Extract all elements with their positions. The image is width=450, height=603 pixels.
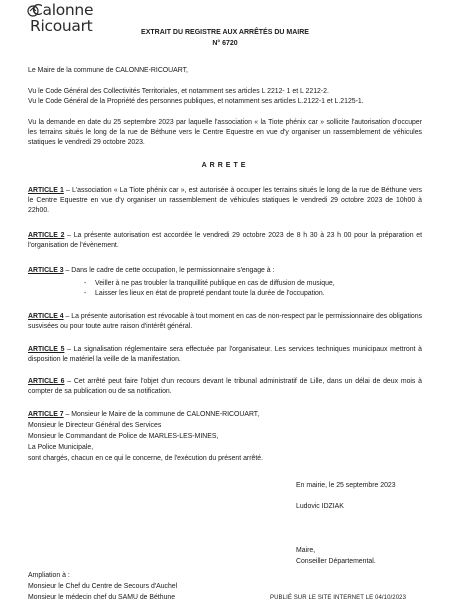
article-7-line-2: Monsieur le Directeur Général des Services: [28, 422, 162, 429]
vu-cgct: Vu le Code Général des Collectivités Territoriales, et notamment ses articles L 2212- 1 et L 2212-2.: [28, 88, 329, 95]
article-1-text: – L'association « La Tiote phénix car », est autorisée à occuper les terrains situés le long de la rue de Béthune vers le Centre Equestre en vue d'y organiser un rassemblement de véhicules statiques le vendredi 29 octobre 2023 de 10h00 à 22h00.: [28, 187, 423, 215]
article-7-text: – Monsieur le Maire de la commune de CALONNE-RICOUART,: [63, 411, 260, 418]
bullet-dash-icon: -: [84, 280, 87, 287]
article-7-line-4: La Police Municipale,: [28, 444, 94, 451]
article-4-label: ARTICLE 4: [28, 313, 64, 320]
article-3-bullet-2: Laisser les lieux en état de propreté pendant toute la durée de l'occupation.: [95, 290, 325, 297]
article-6: [28, 377, 422, 397]
document-title: EXTRAIT DU REGISTRE AUX ARRÊTÉS DU MAIRE: [141, 29, 309, 36]
article-7: [28, 410, 422, 420]
article-2-label: ARTICLE 2: [28, 232, 65, 239]
article-2: [28, 231, 422, 251]
article-1: [28, 186, 422, 217]
article-2-text: – La présente autorisation est accordée le vendredi 29 octobre 2023 de 8 h 30 à 23 h 00 pour la préparation et l'organisation de l'évènement.: [28, 232, 423, 250]
article-6-text: – Cet arrêté peut faire l'objet d'un recours devant le tribunal administratif de Lille, dans un délai de deux mois à compter de sa publication ou de sa notification.: [28, 378, 423, 396]
signature-role-mayor: Maire,: [296, 547, 316, 554]
vu-cgppp: Vu le Code Général de la Propriété des personnes publiques, et notamment ses articles L.2122-1 et L.2125-1.: [28, 98, 364, 105]
vu-demande: Vu la demande en date du 25 septembre 2023 par laquelle l'association « la Tiote phénix car » sollicite l'autorisation d'occuper les terrains situés le long de la rue de Béthune vers le Centre Equestre en vue d'y organiser un rassemblement de véhicules statiques le vendredi 29 octobre 2023.: [28, 119, 422, 147]
ampliation-line-1: Monsieur le Chef du Centre de Secours d'Auchel: [28, 583, 178, 590]
logo-text-line1: Calonne: [32, 1, 94, 19]
signature-role-councillor: Conseiller Départemental.: [296, 558, 376, 565]
article-3-label: ARTICLE 3: [28, 267, 64, 274]
article-3-bullet-1: Veiller à ne pas troubler la tranquillité publique en cas de diffusion de musique,: [95, 280, 335, 287]
logo-text-line2: Ricouart: [30, 17, 93, 35]
article-1-label: ARTICLE 1: [28, 187, 64, 194]
article-3-text: – Dans le cadre de cette occupation, le permissionnaire s'engage à :: [63, 267, 275, 274]
article-7-line-3: Monsieur le Commandant de Police de MARLES-LES-MINES,: [28, 433, 219, 440]
ampliation-line-2: Monsieur le médecin chef du SAMU de Béthune: [28, 594, 176, 601]
article-3: [28, 266, 422, 276]
signature-place-date: En mairie, le 25 septembre 2023: [296, 482, 396, 489]
article-7-label: ARTICLE 7: [28, 411, 64, 418]
ampliation-label: Ampliation à :: [28, 572, 70, 579]
mayor-line: Le Maire de la commune de CALONNE-RICOUART,: [28, 67, 188, 74]
article-7-line-5: sont chargés, chacun en ce qui le concerne, de l'exécution du présent arrêté.: [28, 455, 263, 462]
bullet-dash-icon: -: [84, 290, 87, 297]
article-5: [28, 345, 422, 365]
article-4-text: – La présente autorisation est révocable à tout moment en cas de non-respect par le permissionnaire des obligations susvisées ou pour toute autre raison d'intérêt général.: [28, 313, 423, 331]
signature-name: Ludovic IDZIAK: [296, 503, 344, 510]
article-6-label: ARTICLE 6: [28, 378, 65, 385]
decree-number: N° 6720: [212, 40, 238, 47]
article-4: [28, 312, 422, 332]
publication-notice: PUBLIÉ SUR LE SITE INTERNET LE 04/10/2023: [270, 595, 407, 601]
article-5-text: – La signalisation réglementaire sera effectuée par l'organisateur. Les services techniques municipaux mettront à disposition le matériel la veille de la manifestation.: [28, 346, 422, 364]
arrete-heading: ARRETE: [201, 162, 249, 169]
article-5-label: ARTICLE 5: [28, 346, 65, 353]
